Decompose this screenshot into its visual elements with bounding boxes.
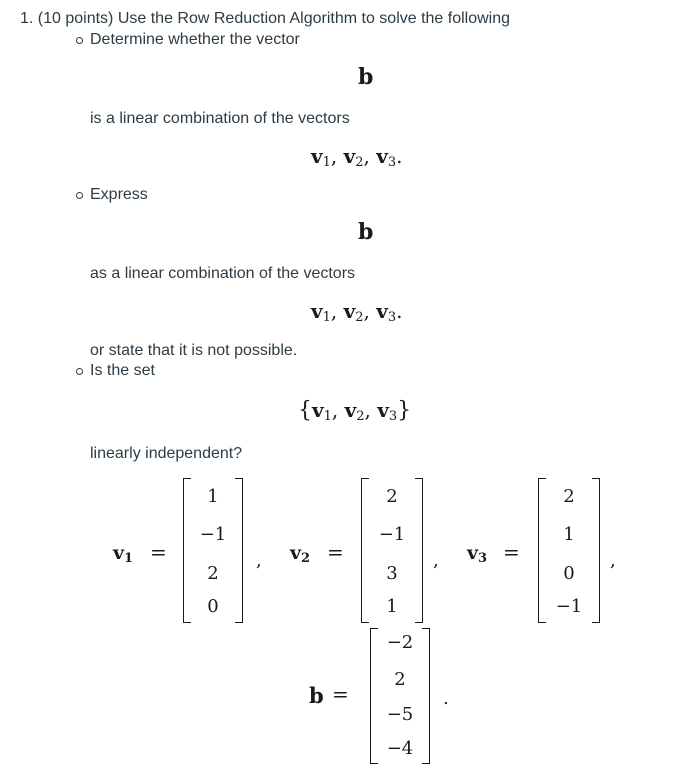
item2-lead: Express	[90, 186, 148, 203]
v1-entry: −1	[199, 524, 227, 545]
v1-comma: ,	[256, 550, 262, 571]
b-entry: −5	[386, 704, 414, 725]
v3-comma: ,	[610, 550, 616, 571]
b-period: .	[443, 688, 449, 709]
problem-heading: 1. (10 points) Use the Row Reduction Algorithm to solve the following	[20, 10, 511, 27]
v3-entry: −1	[555, 596, 583, 617]
item1-vector-b: b	[358, 64, 374, 90]
item1-vector-list: $v_1$, $v_2$, $v_3$.	[311, 144, 403, 170]
v3-entry: 2	[563, 486, 575, 507]
v2-comma: ,	[433, 550, 439, 571]
item3-middle: linearly independent?	[90, 445, 243, 462]
item3-set: {$v_1$, $v_2$, $v_3$}	[298, 398, 412, 424]
v3-matrix	[538, 478, 600, 623]
v2-entry: 2	[386, 486, 398, 507]
item3-lead: Is the set	[90, 362, 155, 379]
v1-equals: =	[150, 540, 167, 564]
v1-entry: 2	[207, 563, 219, 584]
v2-matrix	[361, 478, 423, 623]
v3-entry: 0	[563, 563, 575, 584]
v1-matrix	[183, 478, 243, 623]
v1-label: $v_1$	[113, 542, 134, 566]
b-entry: −4	[386, 738, 414, 759]
item2-middle: as a linear combination of the vectors	[90, 265, 356, 282]
v3-label: $v_3$	[467, 542, 488, 566]
bullet-icon	[76, 368, 83, 375]
v2-entry: 1	[386, 596, 398, 617]
v3-equals: =	[503, 540, 520, 564]
b-matrix	[370, 628, 430, 764]
v3-entry: 1	[563, 524, 575, 545]
v1-entry: 1	[207, 486, 219, 507]
b-equals: =	[332, 682, 349, 706]
v2-equals: =	[327, 540, 344, 564]
bullet-icon	[76, 37, 83, 44]
item2-vector-list: $v_1$, $v_2$, $v_3$.	[311, 299, 403, 325]
item1-lead: Determine whether the vector	[90, 31, 300, 48]
b-entry: 2	[394, 669, 406, 690]
b-entry: −2	[386, 632, 414, 653]
bullet-icon	[76, 192, 83, 199]
v1-entry: 0	[207, 596, 219, 617]
v2-entry: 3	[386, 563, 398, 584]
v2-entry: −1	[378, 524, 406, 545]
v2-label: $v_2$	[290, 542, 311, 566]
item1-middle: is a linear combination of the vectors	[90, 110, 350, 127]
item2-tail: or state that it is not possible.	[90, 342, 298, 359]
b-label: b	[309, 683, 324, 708]
item2-vector-b: b	[358, 219, 374, 245]
